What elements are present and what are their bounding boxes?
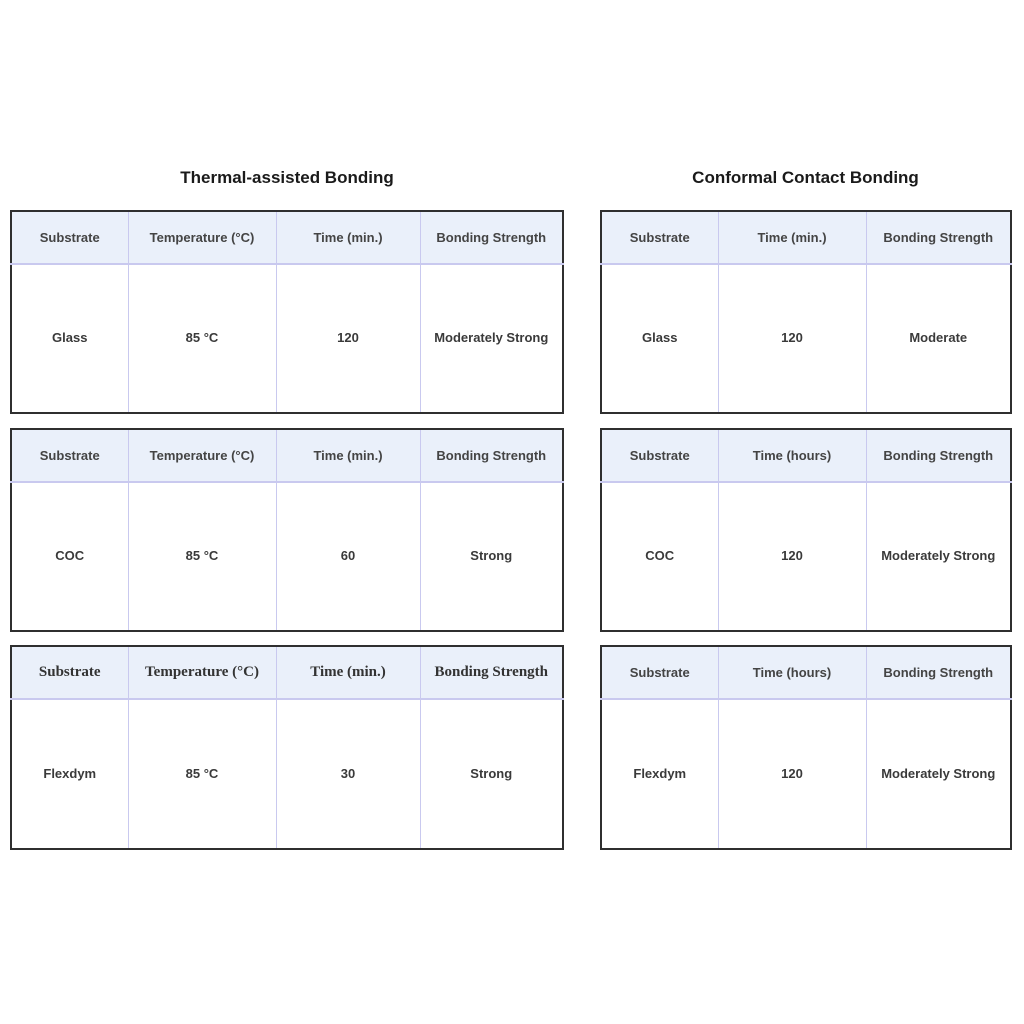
cell-substrate: COC <box>601 482 718 631</box>
header-bonding-strength: Bonding Strength <box>420 429 563 482</box>
cell-bonding-strength: Strong <box>470 765 513 781</box>
header-substrate: Substrate <box>11 429 128 482</box>
header-substrate: Substrate <box>601 429 718 482</box>
cell-time: 30 <box>276 699 420 849</box>
header-time: Time (min.) <box>276 429 420 482</box>
header-substrate: Substrate <box>11 211 128 264</box>
cell-time: 120 <box>718 264 866 413</box>
header-time: Time (hours) <box>718 429 866 482</box>
cell-substrate: COC <box>11 482 128 631</box>
header-bonding-strength: Bonding Strength <box>420 211 563 264</box>
header-temperature: Temperature (°C) <box>128 646 276 699</box>
cell-bonding-strength: Moderately Strong <box>881 548 996 564</box>
cell-time: 60 <box>276 482 420 631</box>
header-bonding-strength: Bonding Strength <box>420 646 563 699</box>
header-time: Time (min.) <box>718 211 866 264</box>
cell-time: 120 <box>718 699 866 849</box>
thermal-table-flexdym <box>10 645 564 850</box>
cell-bonding-strength: Moderate <box>909 330 968 346</box>
thermal-bonding-title: Thermal-assisted Bonding <box>180 168 394 187</box>
cell-bonding-strength: Moderately Strong <box>881 765 996 781</box>
header-temperature: Temperature (°C) <box>128 211 276 264</box>
cell-bonding-strength: Moderately Strong <box>434 330 549 346</box>
header-substrate: Substrate <box>11 646 128 699</box>
cell-temperature: 85 °C <box>128 264 276 413</box>
cell-temperature: 85 °C <box>128 699 276 849</box>
header-time: Time (min.) <box>276 646 420 699</box>
cell-temperature: 85 °C <box>128 482 276 631</box>
conformal-bonding-title: Conformal Contact Bonding <box>692 168 919 187</box>
conformal-table-coc <box>600 428 1012 632</box>
cell-time: 120 <box>276 264 420 413</box>
header-bonding-strength: Bonding Strength <box>866 211 1011 264</box>
header-substrate: Substrate <box>601 646 718 699</box>
header-temperature: Temperature (°C) <box>128 429 276 482</box>
cell-substrate: Glass <box>601 264 718 413</box>
conformal-table-glass <box>600 210 1012 414</box>
conformal-table-flexdym <box>600 645 1012 850</box>
cell-substrate: Flexdym <box>601 699 718 849</box>
header-substrate: Substrate <box>601 211 718 264</box>
header-bonding-strength: Bonding Strength <box>866 646 1011 699</box>
cell-bonding-strength: Strong <box>470 548 513 564</box>
cell-substrate: Flexdym <box>11 699 128 849</box>
thermal-table-glass <box>10 210 564 414</box>
cell-time: 120 <box>718 482 866 631</box>
thermal-table-coc <box>10 428 564 632</box>
header-time: Time (min.) <box>276 211 420 264</box>
header-time: Time (hours) <box>718 646 866 699</box>
cell-substrate: Glass <box>11 264 128 413</box>
header-bonding-strength: Bonding Strength <box>866 429 1011 482</box>
